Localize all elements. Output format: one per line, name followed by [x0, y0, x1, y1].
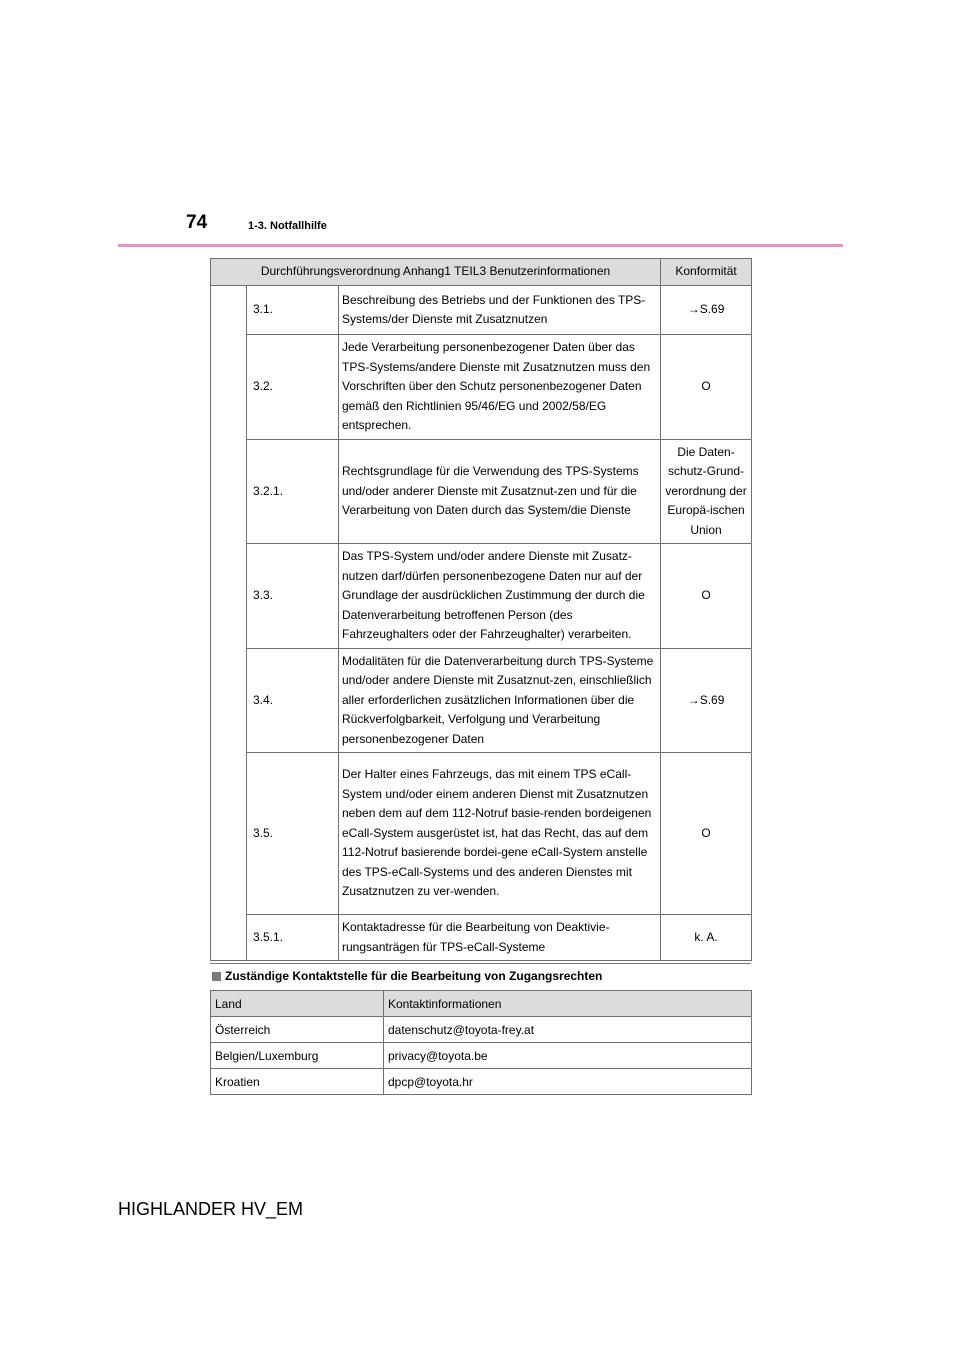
- indent-cell: [211, 286, 247, 961]
- row-text: Kontaktadresse für die Bearbeitung von Deaktivie-rungsanträgen für TPS-eCall-Systeme: [339, 915, 661, 961]
- row-number: 3.1.: [247, 286, 339, 335]
- row-number: 3.5.1.: [247, 915, 339, 961]
- row-conformity: O: [661, 544, 752, 649]
- model-footer: HIGHLANDER HV_EM: [118, 1199, 304, 1219]
- row-number: 3.5.: [247, 753, 339, 915]
- table-row: [211, 286, 752, 335]
- row-text: Jede Verarbeitung personenbezogener Daten über das TPS-Systems/andere Dienste mit Zusatznutzen muss den Vorschriften über den Schutz personenbezogener Daten gemäß den Richtlinien 95/46/EG und 2002/58/EG entsprechen.: [339, 335, 661, 440]
- country-cell: Österreich: [211, 1017, 384, 1043]
- column-header-conformity: Konformität: [661, 259, 752, 286]
- page-number: 74: [186, 212, 208, 233]
- contacts-table: [210, 990, 752, 1095]
- row-text: Der Halter eines Fahrzeugs, das mit einem TPS eCall-System und/oder einem anderen Dienst mit Zusatznutzen neben dem auf dem 112-Notruf basie-renden bordeigenen eCall-System ausgerüstet ist, hat das Recht, das auf dem 112-Notruf basierende bordei-gene eCall-System anstelle des TPS-eCall-Systems und des anderen Dienstes mit Zusatznutzen zu ver-wenden.: [339, 753, 661, 915]
- table-row: [211, 1069, 752, 1095]
- row-conformity: O: [661, 335, 752, 440]
- row-number: 3.2.1.: [247, 439, 339, 544]
- contact-cell: dpcp@toyota.hr: [384, 1069, 752, 1095]
- row-text: Modalitäten für die Datenverarbeitung durch TPS-Systeme und/oder andere Dienste mit Zusatznut-zen, einschließlich aller erforderlichen zusätzlichen Informationen über die Rückverfolgbarkeit, Verfolgung und Verarbeitung personenbezogener Daten: [339, 648, 661, 753]
- table-header-row: [211, 259, 752, 286]
- row-number: 3.4.: [247, 648, 339, 753]
- header-rule: [118, 244, 843, 247]
- row-number: 3.3.: [247, 544, 339, 649]
- column-header-country: Land: [211, 991, 384, 1017]
- section-divider: [210, 963, 751, 964]
- row-conformity: →S.69: [661, 648, 752, 753]
- table-row: [211, 915, 752, 961]
- table-row: [211, 753, 752, 915]
- country-cell: Belgien/Luxemburg: [211, 1043, 384, 1069]
- row-text: Das TPS-System und/oder andere Dienste mit Zusatz-nutzen darf/dürfen personenbezogene Daten nur auf der Grundlage der ausdrücklichen Zustimmung der durch die Datenverarbeitung betroffenen Person (des Fahrzeughalters oder der Fahrzeughalter) verarbeiten.: [339, 544, 661, 649]
- table-row: [211, 335, 752, 440]
- column-header-contact: Kontaktinformationen: [384, 991, 752, 1017]
- table-row: [211, 1017, 752, 1043]
- row-text: Rechtsgrundlage für die Verwendung des TPS-Systems und/oder anderer Dienste mit Zusatznut-zen und für die Verarbeitung von Daten durch das System/die Dienste: [339, 439, 661, 544]
- column-header-regulation: Durchführungsverordnung Anhang1 TEIL3 Benutzerinformationen: [211, 259, 661, 286]
- table-row: [211, 1043, 752, 1069]
- row-conformity: Die Daten-schutz-Grund-verordnung der Europä-ischen Union: [661, 439, 752, 544]
- table-row: [211, 544, 752, 649]
- row-conformity: O: [661, 753, 752, 915]
- row-number: 3.2.: [247, 335, 339, 440]
- country-cell: Kroatien: [211, 1069, 384, 1095]
- row-conformity: k. A.: [661, 915, 752, 961]
- table-row: [211, 648, 752, 753]
- contact-cell: datenschutz@toyota-frey.at: [384, 1017, 752, 1043]
- contacts-heading: [212, 969, 602, 983]
- user-information-table: [210, 258, 752, 961]
- table-header-row: [211, 991, 752, 1017]
- table-row: [211, 439, 752, 544]
- section-title: 1-3. Notfallhilfe: [248, 220, 327, 232]
- square-bullet-icon: [212, 972, 221, 981]
- contact-cell: privacy@toyota.be: [384, 1043, 752, 1069]
- row-conformity: →S.69: [661, 286, 752, 335]
- contacts-heading-text: Zuständige Kontaktstelle für die Bearbeitung von Zugangsrechten: [225, 969, 603, 983]
- row-text: Beschreibung des Betriebs und der Funktionen des TPS-Systems/der Dienste mit Zusatznutzen: [339, 286, 661, 335]
